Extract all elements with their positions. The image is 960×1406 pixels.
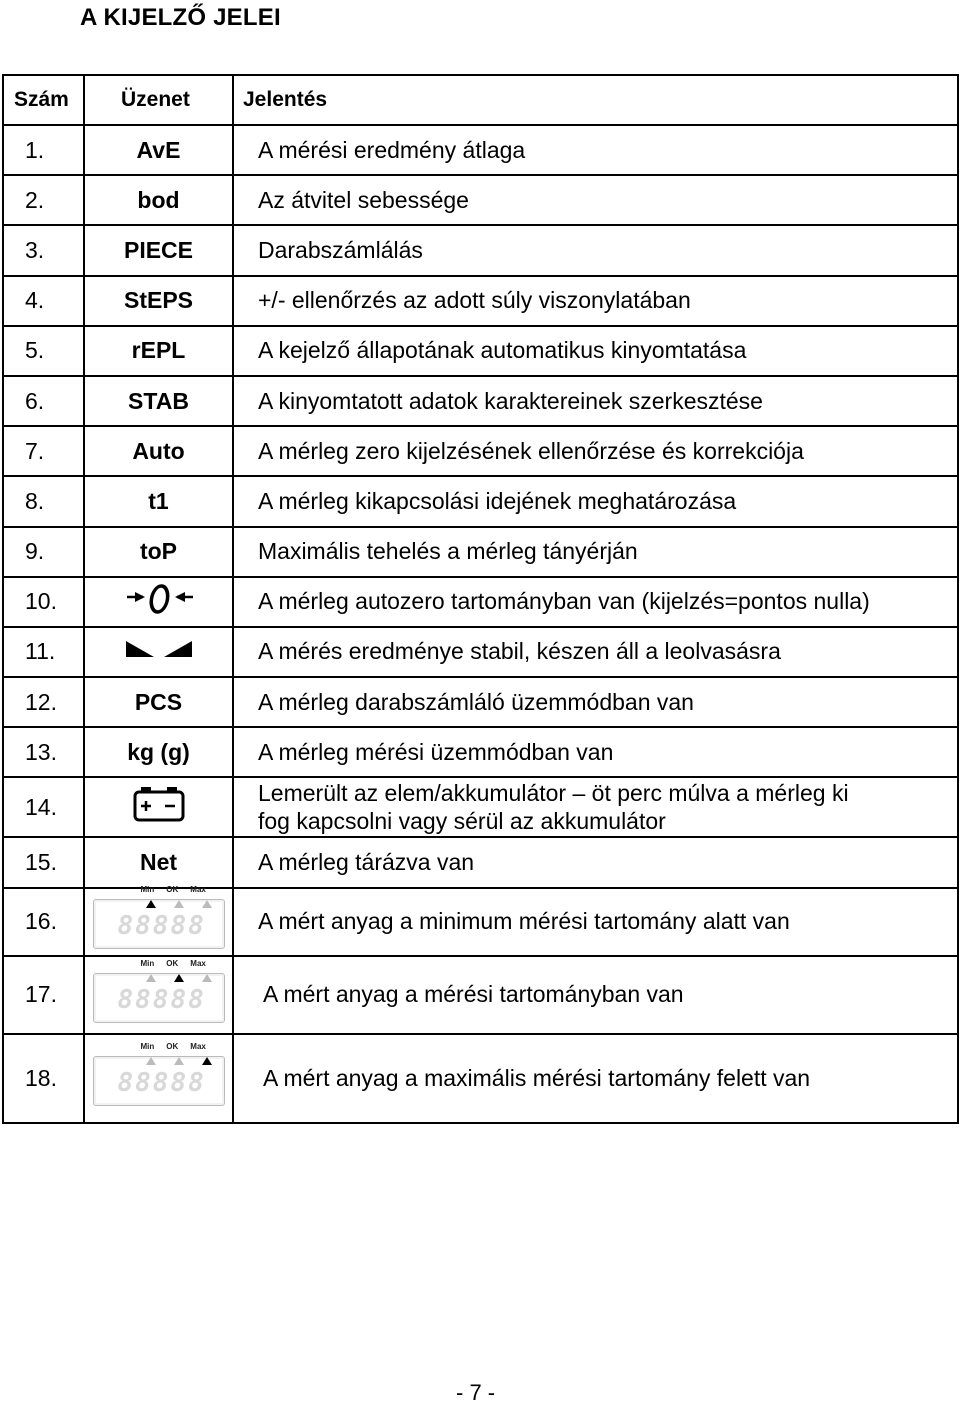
row-description: A kejelző állapotának automatikus kinyomtatása: [233, 326, 958, 376]
row-message: Auto: [84, 426, 233, 476]
row-symbol: [84, 1034, 233, 1123]
row-number: 16.: [3, 888, 84, 956]
row-number: 9.: [3, 527, 84, 577]
zero-arrows-icon: [121, 581, 197, 617]
row-description: [233, 777, 958, 837]
table-header-row: [3, 75, 958, 125]
row-number: 17.: [3, 956, 84, 1034]
min-marker-icon: [146, 974, 156, 982]
min-marker-icon: [146, 1057, 156, 1065]
row-number: 5.: [3, 326, 84, 376]
row-symbol: [84, 777, 233, 837]
display-labels: Min OK Max: [140, 1042, 206, 1052]
ok-marker-icon: [174, 974, 184, 982]
row-message: StEPS: [84, 276, 233, 326]
table-row: [3, 577, 958, 627]
display-box: [93, 899, 225, 949]
display-max-icon: [93, 1042, 225, 1106]
table-row: [3, 1034, 958, 1123]
table-row: [3, 627, 958, 677]
header-szam: Szám: [3, 75, 84, 125]
row-description: A mért anyag a minimum mérési tartomány alatt van: [233, 888, 958, 956]
row-symbol: [84, 884, 233, 956]
row-description: A mérleg tárázva van: [233, 837, 958, 887]
table-row: [3, 276, 958, 326]
row-message: PCS: [84, 677, 233, 727]
table-row: [3, 426, 958, 476]
row-description: A mért anyag a mérési tartományban van: [233, 956, 958, 1034]
page-title: A KIJELZŐ JELEI: [80, 4, 281, 31]
table-row: [3, 888, 958, 956]
max-marker-icon: [202, 1057, 212, 1065]
min-marker-icon: [146, 900, 156, 908]
row-number: 11.: [3, 627, 84, 677]
display-digits: 88888: [117, 910, 206, 941]
max-marker-icon: [202, 900, 212, 908]
max-marker-icon: [202, 974, 212, 982]
row-description: Darabszámlálás: [233, 225, 958, 275]
row-message: STAB: [84, 376, 233, 426]
display-labels: Min OK Max: [140, 884, 206, 894]
row-description: A kinyomtatott adatok karaktereinek szerkesztése: [233, 376, 958, 426]
header-jelentes: Jelentés: [233, 75, 958, 125]
display-digits: 88888: [117, 1068, 206, 1099]
table-row: [3, 777, 958, 837]
row-number: 15.: [3, 837, 84, 887]
row-number: 2.: [3, 175, 84, 225]
row-description: Az átvitel sebessége: [233, 175, 958, 225]
row-number: 13.: [3, 727, 84, 777]
table-row: [3, 727, 958, 777]
row-description: A mért anyag a maximális mérési tartomány felett van: [233, 1034, 958, 1123]
row-description: +/- ellenőrzés az adott súly viszonylatában: [233, 276, 958, 326]
table-row: [3, 175, 958, 225]
display-min-icon: [93, 884, 225, 949]
table-row: [3, 125, 958, 175]
display-box: [93, 973, 225, 1023]
display-ok-icon: [93, 958, 225, 1023]
row-message: AvE: [84, 125, 233, 175]
display-box: [93, 1056, 225, 1106]
row-number: 10.: [3, 577, 84, 627]
display-labels: Min OK Max: [140, 958, 206, 968]
table-row: [3, 677, 958, 727]
ok-marker-icon: [174, 900, 184, 908]
symbol-table: [2, 74, 959, 1124]
row-message: kg (g): [84, 727, 233, 777]
row-number: 18.: [3, 1034, 84, 1123]
row-description-line1: Lemerült az elem/akkumulátor – öt perc múlva a mérleg ki: [258, 780, 849, 807]
row-number: 8.: [3, 476, 84, 526]
row-description: Maximális tehelés a mérleg tányérján: [233, 527, 958, 577]
row-description: A mérleg mérési üzemmódban van: [233, 727, 958, 777]
row-description: A mérés eredménye stabil, készen áll a leolvasásra: [233, 627, 958, 677]
row-number: 4.: [3, 276, 84, 326]
header-uzenet: Üzenet: [84, 75, 233, 125]
row-message: toP: [84, 527, 233, 577]
row-symbol: [84, 956, 233, 1034]
table-row: [3, 376, 958, 426]
display-digits: 88888: [117, 984, 206, 1015]
table-row: [3, 527, 958, 577]
table-row: [3, 837, 958, 887]
row-description-line2: fog kapcsolni vagy sérül az akkumulátor: [258, 808, 666, 835]
battery-icon: [133, 786, 185, 822]
row-message: t1: [84, 476, 233, 526]
row-message: PIECE: [84, 225, 233, 275]
ok-marker-icon: [174, 1057, 184, 1065]
stable-indicator-icon: [124, 637, 194, 661]
row-message: bod: [84, 175, 233, 225]
row-description: A mérleg kikapcsolási idejének meghatározása: [233, 476, 958, 526]
row-symbol: [84, 577, 233, 627]
row-number: 6.: [3, 376, 84, 426]
row-number: 1.: [3, 125, 84, 175]
row-message: Net: [84, 837, 233, 887]
row-number: 3.: [3, 225, 84, 275]
table-row: [3, 956, 958, 1034]
row-number: 12.: [3, 677, 84, 727]
row-description: A mérleg autozero tartományban van (kijelzés=pontos nulla): [233, 577, 958, 627]
table-row: [3, 225, 958, 275]
row-number: 14.: [3, 777, 84, 837]
row-message: rEPL: [84, 326, 233, 376]
row-symbol: [84, 627, 233, 677]
row-number: 7.: [3, 426, 84, 476]
page-number: - 7 -: [456, 1380, 496, 1405]
row-description: A mérleg zero kijelzésének ellenőrzése és korrekciója: [233, 426, 958, 476]
table-row: [3, 326, 958, 376]
table-row: [3, 476, 958, 526]
row-description: A mérleg darabszámláló üzemmódban van: [233, 677, 958, 727]
row-description: A mérési eredmény átlaga: [233, 125, 958, 175]
